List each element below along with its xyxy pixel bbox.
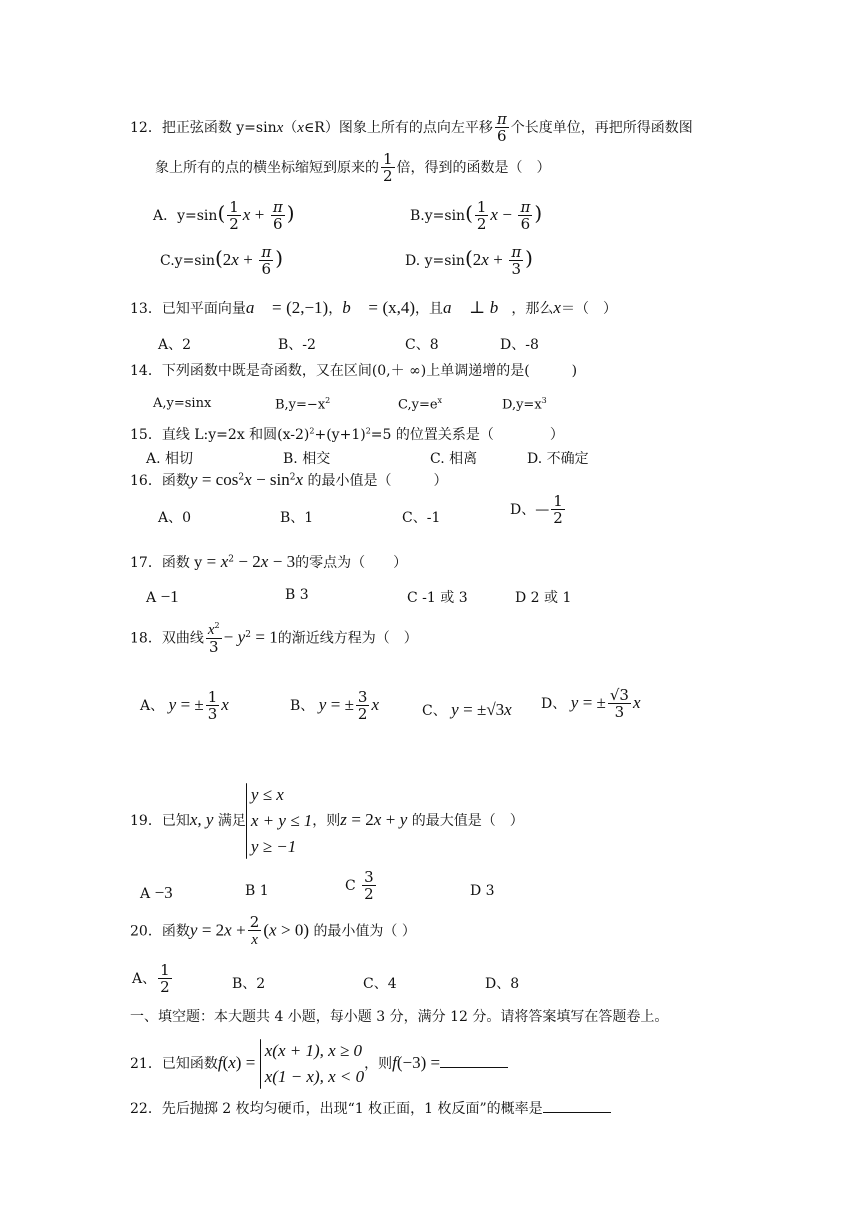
q21-line: 21．已知函数f(x) = x(x + 1), x ≥ 0 x(1 − x), x < 0 ，则f(−3) = [130,1038,508,1090]
q15-option-a: A. 相切 [146,451,194,467]
q21-cases: x(x + 1), x ≥ 0 x(1 − x), x < 0 [264,1041,365,1086]
q17-option-d: D 2 或 1 [515,590,572,606]
q22-text: 22．先后抛掷 2 枚均匀硬币，出现“1 枚正面，1 枚反面”的概率是 [130,1101,543,1117]
q19-text-1: 19．已知 [130,813,190,829]
q20-line: 20．函数y = 2x + $\frac{2}{x}$ (x > 0) 的最小值为（ ） [130,913,416,948]
q19-text-4: 的最大值是（ ） [411,813,524,829]
q18-option-a: A、 y = ± $\frac{1}{3}$ x [140,688,229,723]
q13-text-3: ，那么 [511,301,554,317]
q15-option-c: C. 相离 [430,451,478,467]
q17-line: 17．函数 $y = x^2 - 2x - 3$的零点为（ ） [130,552,408,571]
q18-text-2: 的渐近线方程为（ ） [277,630,418,647]
q12-text-4: 个长度单位，再把所得函数图 [510,120,693,136]
q13-option-b: B、-2 [278,337,316,353]
q15-text: 15．直线 L:y=2x 和圆$(x-2)^2+(y+1)^2=5$ 的位置关系是（ ） [130,426,564,443]
q16-text-2: 的最小值是（ ） [307,473,448,489]
q20-text-1: 20．函数 [130,923,190,940]
q15-option-b: B. 相交 [283,451,331,467]
q20-text-2: 的最小值为（ ） [313,923,416,940]
q13-option-c: C、8 [405,337,439,353]
q12-text-3: ∈R）图象上所有的点向左平移 [303,120,493,136]
q18-line: 18．双曲线 $\frac{x^2}{3}$ − $y^2 = 1$的渐近线方程为（ ） [130,621,418,656]
q14-option-d: $D,y=x^3$ [502,396,547,413]
q12-option-a: A．y=sin( $\frac{1}{2}$ x + $\frac{\pi}{6}$ ) [153,198,295,233]
q14-option-c: $C,y=e^x$ [398,396,443,413]
section-heading-fill-in: 一、填空题：本大题共 4 小题，每小题 3 分，满分 12 分。请将答案填写在答题卷上。 [130,1009,669,1025]
q12-line2-text-b: 倍，得到的函数是（ ） [396,160,551,176]
q13-option-a: A、2 [158,337,192,353]
q12-line2 [155,152,551,184]
q19-text-3: ，则 [312,813,341,829]
q22-answer-blank[interactable] [543,1112,611,1113]
q19-option-b: B 1 [245,883,269,899]
q21-answer-blank[interactable] [440,1067,508,1068]
q14-option-a: A,y=sinx [153,396,212,411]
q22-line [130,1098,611,1118]
q17-option-c: C -1 或 3 [407,590,468,606]
q21-text-2: ，则 [364,1056,393,1072]
q12-var-x2: x [297,120,304,136]
q13-text-1: 13．已知平面向量 [130,301,246,317]
q16-text-1: 16．函数 [130,473,190,489]
q19-option-d: D 3 [470,883,495,899]
q17-text-1: 17．函数 y [130,555,203,571]
q12-text-2: （ [283,120,298,136]
q19-line: 19．已知x, y 满足 y ≤ x x + y ≤ 1 y ≥ −1 ，则z = 2x + y 的最大值是（ ） [130,782,524,860]
q21-text-1: 21．已知函数 [130,1056,218,1072]
q18-option-d: D、 y = ± $\frac{√3}{3}$ x [541,686,641,721]
q14-option-b: $B,y=-x^2$ [275,396,331,413]
q19-system: y ≤ x x + y ≤ 1 y ≥ −1 [250,785,313,856]
q12-option-d: D. y=sin(2x + $\frac{\pi}{3}$ ) [405,243,533,278]
q17-option-a: A −1 [146,587,179,606]
q12-frac-half: $\frac{1}{2}$ [383,150,393,185]
q16-option-b: B、1 [280,510,314,526]
q18-option-c: C、 y = ±√3x [422,700,512,719]
q12-var-x: x [276,120,284,136]
q17-option-b: B 3 [285,587,309,603]
q12-option-b: B.y=sin( $\frac{1}{2}$ x − $\frac{\pi}{6}$ ) [410,198,543,233]
q19-option-a: A −3 [140,883,173,902]
q12-d-label: D. y=sin [405,253,465,269]
q13-vector-a: (2,−1) [286,298,329,317]
q12-text-1: 12．把正弦函数 y=sin [130,120,277,136]
q12-option-c: C.y=sin(2x + $\frac{\pi}{6}$ ) [160,243,284,278]
q14-text: 14．下列函数中既是奇函数，又在区间(0,＋ ∞)上单调递增的是( ) [130,363,578,379]
q16-option-a: A、0 [158,510,192,526]
q19-text-2: 满足 [217,813,246,829]
q12-b-label: B.y=sin [410,208,466,224]
q12-frac-pi-6: $\frac{\pi}{6}$ [496,110,507,145]
q20-option-d: D、8 [485,976,520,992]
q12-line1 [130,112,693,144]
q13-vector-b: (x,4) [382,298,416,317]
q17-text-2: 的零点为（ ） [295,555,408,571]
q16-option-d: D、— $\frac{1}{2}$ [510,492,563,527]
q13-line: 13．已知平面向量a⃗ = (2,−1)，b⃗ = (x,4)，且a⃗ ⊥ b⃗，那么x＝（ ） [130,298,617,317]
q20-option-c: C、4 [363,976,397,992]
q13-text-4: ＝（ ） [560,301,617,317]
q12-line2-text-a: 象上所有的点的横坐标缩短到原来的 [155,160,379,176]
q16-option-c: C、-1 [402,510,441,526]
q12-c-label: C.y=sin [160,253,215,269]
q19-option-c: C $\frac{3}{2}$ [345,868,374,903]
q18-option-b: B、 y = ± $\frac{3}{2}$ x [290,688,380,723]
q20-option-a: A、 $\frac{1}{2}$ [132,961,170,996]
q12-a-label: A．y=sin [153,208,218,224]
q20-option-b: B、2 [232,976,266,992]
q13-text-2: ，且 [415,301,444,317]
q15-option-d: D. 不确定 [527,451,589,467]
q18-text-1: 18．双曲线 [130,630,204,647]
q13-option-d: D、-8 [500,337,539,353]
q16-line: 16．函数$y = \cos^2x - \sin^2x$ 的最小值是（ ） [130,470,448,489]
